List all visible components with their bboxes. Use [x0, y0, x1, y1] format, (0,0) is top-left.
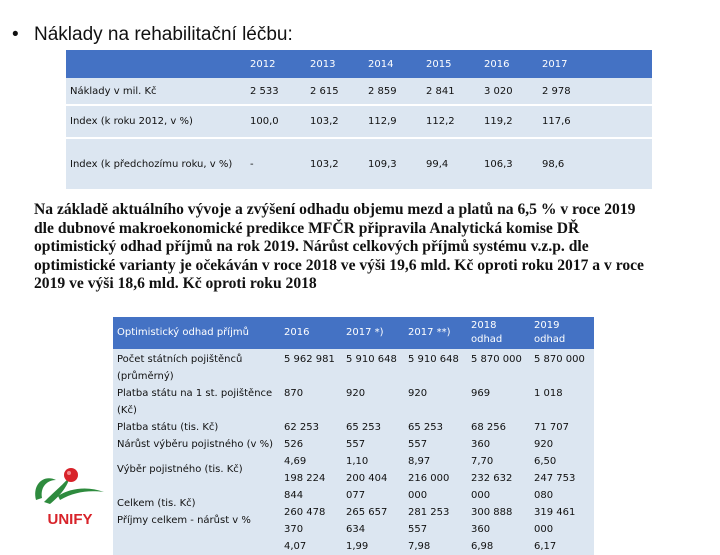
income-forecast-table — [113, 317, 594, 555]
slide-heading — [12, 24, 293, 46]
cell: 65 253 557 — [346, 422, 381, 450]
cell: 260 478 — [284, 507, 326, 518]
logo-ball-icon — [64, 468, 78, 482]
row-label: Nárůst výběru pojistného (v %) — [117, 439, 274, 450]
cell: 99,4 — [420, 138, 478, 189]
cell: 000 — [471, 490, 491, 501]
cell: 5 910 648 — [408, 354, 459, 365]
paragraph-line: dle dubnové makroekonomické predikce MFČR připravila Analytická komise DŘ — [34, 219, 580, 237]
cell: 98,6 — [536, 138, 652, 189]
cell: 68 256 360 — [471, 422, 506, 450]
paragraph-line: optimistické varianty je očekáván v roce 2018 ve výši 19,6 mld. Kč oproti roku 2017 a v roce — [34, 256, 644, 274]
row-label: Výběr pojistného (tis. Kč) — [117, 464, 243, 475]
cell: 557 — [408, 524, 428, 535]
cell: 2 533 — [244, 78, 304, 105]
cell: 200 404 — [346, 473, 388, 484]
header-cell: 2018 odhad — [467, 317, 530, 349]
cell: 000 — [534, 524, 554, 535]
header-cell: 2017 *) — [342, 317, 404, 349]
cell: 109,3 — [362, 138, 420, 189]
cell: 870 — [284, 388, 304, 399]
cell: 265 657 — [346, 507, 388, 518]
row-label: (průměrný) — [117, 371, 174, 382]
cell: 198 224 — [284, 473, 326, 484]
row-label: Celkem (tis. Kč) — [117, 498, 196, 509]
cell: 5 870 000 — [471, 354, 522, 365]
cell: 920 — [408, 388, 428, 399]
header-cell: 2013 — [304, 50, 362, 78]
cell: 5 870 000 — [534, 354, 585, 365]
table-row — [113, 349, 594, 555]
header-cell: 2016 — [280, 317, 342, 349]
cell: 65 253 557 — [408, 422, 443, 450]
header-cell: Optimistický odhad příjmů — [113, 317, 280, 349]
cell: 7,98 — [408, 541, 431, 552]
cell: 119,2 — [478, 105, 536, 138]
row-label: Index (k předchozímu roku, v %) — [66, 138, 244, 189]
cell: 300 888 — [471, 507, 513, 518]
column-2018 — [467, 349, 530, 555]
row-label: Platba státu (tis. Kč) — [117, 422, 219, 433]
cell: 216 000 — [408, 473, 450, 484]
row-label: Platba státu na 1 st. pojištěnce — [117, 388, 273, 399]
cell: 370 — [284, 524, 304, 535]
heading-text: Náklady na rehabilitační léčbu: — [34, 24, 293, 45]
table-row — [66, 78, 652, 105]
description-paragraph — [34, 201, 674, 294]
cell: 2 841 — [420, 78, 478, 105]
logo-text: UNIFY — [47, 511, 93, 528]
paragraph-line: 2019 ve výši 18,6 mld. Kč oproti roku 2018 — [34, 275, 317, 293]
header-cell: 2017 **) — [404, 317, 467, 349]
paragraph-line: Na základě aktuálního vývoje a zvýšení odhadu objemu mezd a platů na 6,5 % v roce 2019 — [34, 201, 636, 218]
cell: 1,99 — [346, 541, 369, 552]
cell: 4,07 — [284, 541, 307, 552]
costs-table — [66, 50, 652, 189]
cell: 71 707 920 — [534, 422, 569, 450]
row-label: Index (k roku 2012, v %) — [66, 105, 244, 138]
cell: 6,17 — [534, 541, 557, 552]
column-2017-a — [342, 349, 404, 555]
row-labels-column — [113, 349, 280, 555]
cell: 077 — [346, 490, 366, 501]
cell: 4,69 — [284, 456, 307, 467]
cell: 319 461 — [534, 507, 576, 518]
cell: 62 253 526 — [284, 422, 319, 450]
cell: 3 020 — [478, 78, 536, 105]
cell: 100,0 — [244, 105, 304, 138]
header-cell: 2019 odhad — [530, 317, 594, 349]
cell: 103,2 — [304, 138, 362, 189]
column-2017-b — [404, 349, 467, 555]
bullet: • — [12, 24, 19, 45]
paragraph-line: optimistický odhad příjmů na rok 2019. Nárůst celkových příjmů systému v.z.p. dle — [34, 238, 589, 256]
column-2019 — [530, 349, 594, 555]
cell: 1 018 — [534, 388, 563, 399]
cell: 920 — [346, 388, 366, 399]
table-row — [66, 138, 652, 189]
header-cell: 2017 — [536, 50, 652, 78]
cell: 844 — [284, 490, 304, 501]
cell: 360 — [471, 524, 491, 535]
column-2016 — [280, 349, 342, 555]
row-label: Náklady v mil. Kč — [66, 78, 244, 105]
cell: 117,6 — [536, 105, 652, 138]
cell: - — [244, 138, 304, 189]
cell: 969 — [471, 388, 491, 399]
cell: 6,50 — [534, 456, 557, 467]
cell: 634 — [346, 524, 366, 535]
header-cell — [66, 50, 244, 78]
cell: 7,70 — [471, 456, 494, 467]
cell: 232 632 — [471, 473, 513, 484]
income-table-header — [113, 317, 594, 349]
unify-logo — [30, 462, 110, 528]
logo-ball-highlight — [67, 471, 71, 475]
cell: 5 910 648 — [346, 354, 397, 365]
cell: 112,2 — [420, 105, 478, 138]
cell: 2 978 — [536, 78, 652, 105]
header-cell: 2012 — [244, 50, 304, 78]
row-label: (Kč) — [117, 405, 137, 416]
row-label: Počet státních pojištěnců — [117, 354, 243, 365]
cell: 1,10 — [346, 456, 369, 467]
costs-table-header — [66, 50, 652, 78]
row-label: Příjmy celkem - nárůst v % — [117, 515, 251, 526]
cell: 2 859 — [362, 78, 420, 105]
cell: 103,2 — [304, 105, 362, 138]
header-cell: 2014 — [362, 50, 420, 78]
cell: 2 615 — [304, 78, 362, 105]
cell: 112,9 — [362, 105, 420, 138]
cell: 281 253 — [408, 507, 450, 518]
cell: 8,97 — [408, 456, 431, 467]
logo-swoosh-icon — [58, 489, 104, 500]
cell: 6,98 — [471, 541, 494, 552]
cell: 247 753 — [534, 473, 576, 484]
cell: 5 962 981 — [284, 354, 335, 365]
cell: 080 — [534, 490, 554, 501]
header-cell: 2016 — [478, 50, 536, 78]
table-row — [66, 105, 652, 138]
header-cell: 2015 — [420, 50, 478, 78]
cell: 106,3 — [478, 138, 536, 189]
cell: 000 — [408, 490, 428, 501]
